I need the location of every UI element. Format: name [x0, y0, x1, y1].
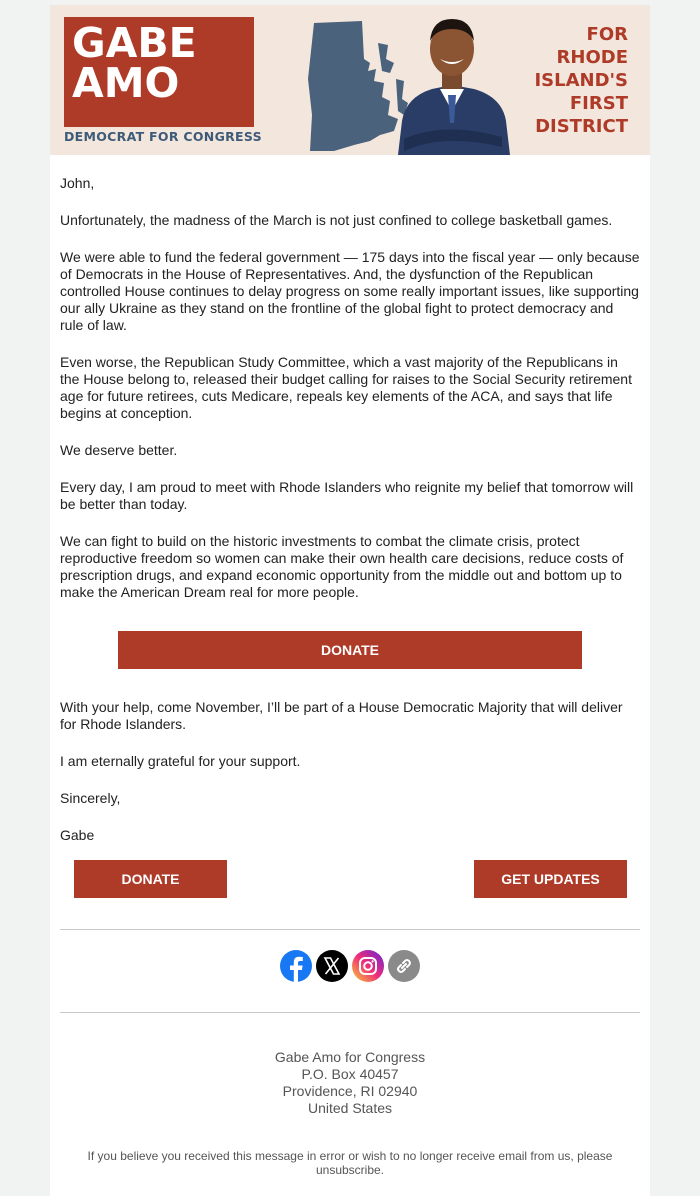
- signature: Gabe: [60, 827, 95, 843]
- logo: [64, 17, 254, 127]
- body-paragraph: Even worse, the Republican Study Committee, which a vast majority of the Republicans in the House belong to, released their budget calling for raises to the Social Security retirement age for future retirees, cuts Medicare, repeals key elements of the ACA, and says that life begins at conception.: [60, 354, 632, 421]
- district-line-5: DISTRICT: [535, 116, 628, 137]
- header-banner: [50, 5, 650, 155]
- donate-button[interactable]: DONATE: [74, 860, 227, 898]
- divider: [60, 929, 640, 930]
- closing-paragraph: With your help, come November, I’ll be part of a House Democratic Majority that will deliver for Rhode Islanders.: [60, 699, 623, 732]
- body-paragraph: We were able to fund the federal government — 175 days into the fiscal year — only because of Democrats in the House of Representatives. And, the dysfunction of the Republican controlled House continues to delay progress on some really important issues, like supporting our ally Ukraine as they stand on the frontline of the global fight to protect democracy and rule of law.: [60, 249, 640, 333]
- mailing-address: [50, 1049, 650, 1117]
- unsubscribe-footer[interactable]: If you believe you received this message in error or wish to no longer receive email from us, please unsubscribe.: [87, 1149, 613, 1177]
- district-line-1: FOR: [586, 24, 628, 45]
- address-org: Gabe Amo for Congress: [274, 1049, 426, 1065]
- logo-subtitle: DEMOCRAT FOR CONGRESS: [64, 129, 262, 144]
- email-container: [50, 5, 650, 1196]
- body-paragraph: Unfortunately, the madness of the March is not just confined to college basketball games.: [60, 212, 613, 228]
- get-updates-button[interactable]: GET UPDATES: [474, 860, 627, 898]
- social-links: [50, 950, 650, 982]
- email-body: [50, 155, 650, 844]
- address-country: United States: [307, 1100, 393, 1116]
- action-buttons: [50, 860, 650, 898]
- divider: [60, 1012, 640, 1013]
- facebook-icon[interactable]: [280, 950, 312, 982]
- district-line-4: FIRST: [569, 93, 628, 114]
- greeting: John,: [60, 175, 95, 191]
- x-icon[interactable]: [316, 950, 348, 982]
- logo-wordmark: [72, 19, 197, 107]
- district-tagline: [508, 23, 628, 138]
- district-line-3: ISLAND'S: [534, 70, 628, 91]
- district-line-2: RHODE: [556, 47, 628, 68]
- instagram-icon[interactable]: [352, 950, 384, 982]
- sign-off: Sincerely,: [60, 790, 121, 806]
- candidate-portrait: [384, 11, 520, 155]
- address-line-2: Providence, RI 02940: [282, 1083, 418, 1099]
- link-icon[interactable]: [388, 950, 420, 982]
- logo-line-2: AMO: [72, 59, 180, 107]
- donate-button-main[interactable]: DONATE: [118, 631, 582, 669]
- body-paragraph: Every day, I am proud to meet with Rhode Islanders who reignite my belief that tomorrow will be better than today.: [60, 479, 634, 512]
- body-paragraph: We deserve better.: [60, 442, 178, 458]
- closing-paragraph: I am eternally grateful for your support.: [60, 753, 301, 769]
- logo-line-1: GABE: [72, 19, 197, 67]
- closing-section: [60, 699, 640, 844]
- body-paragraph: We can fight to build on the historic investments to combat the climate crisis, protect reproductive freedom so women can make their own health care decisions, reduce costs of prescription drugs, and expand economic opportunity from the middle out and bottom up to make the American Dream real for more people.: [60, 533, 624, 600]
- address-line-1: P.O. Box 40457: [301, 1066, 399, 1082]
